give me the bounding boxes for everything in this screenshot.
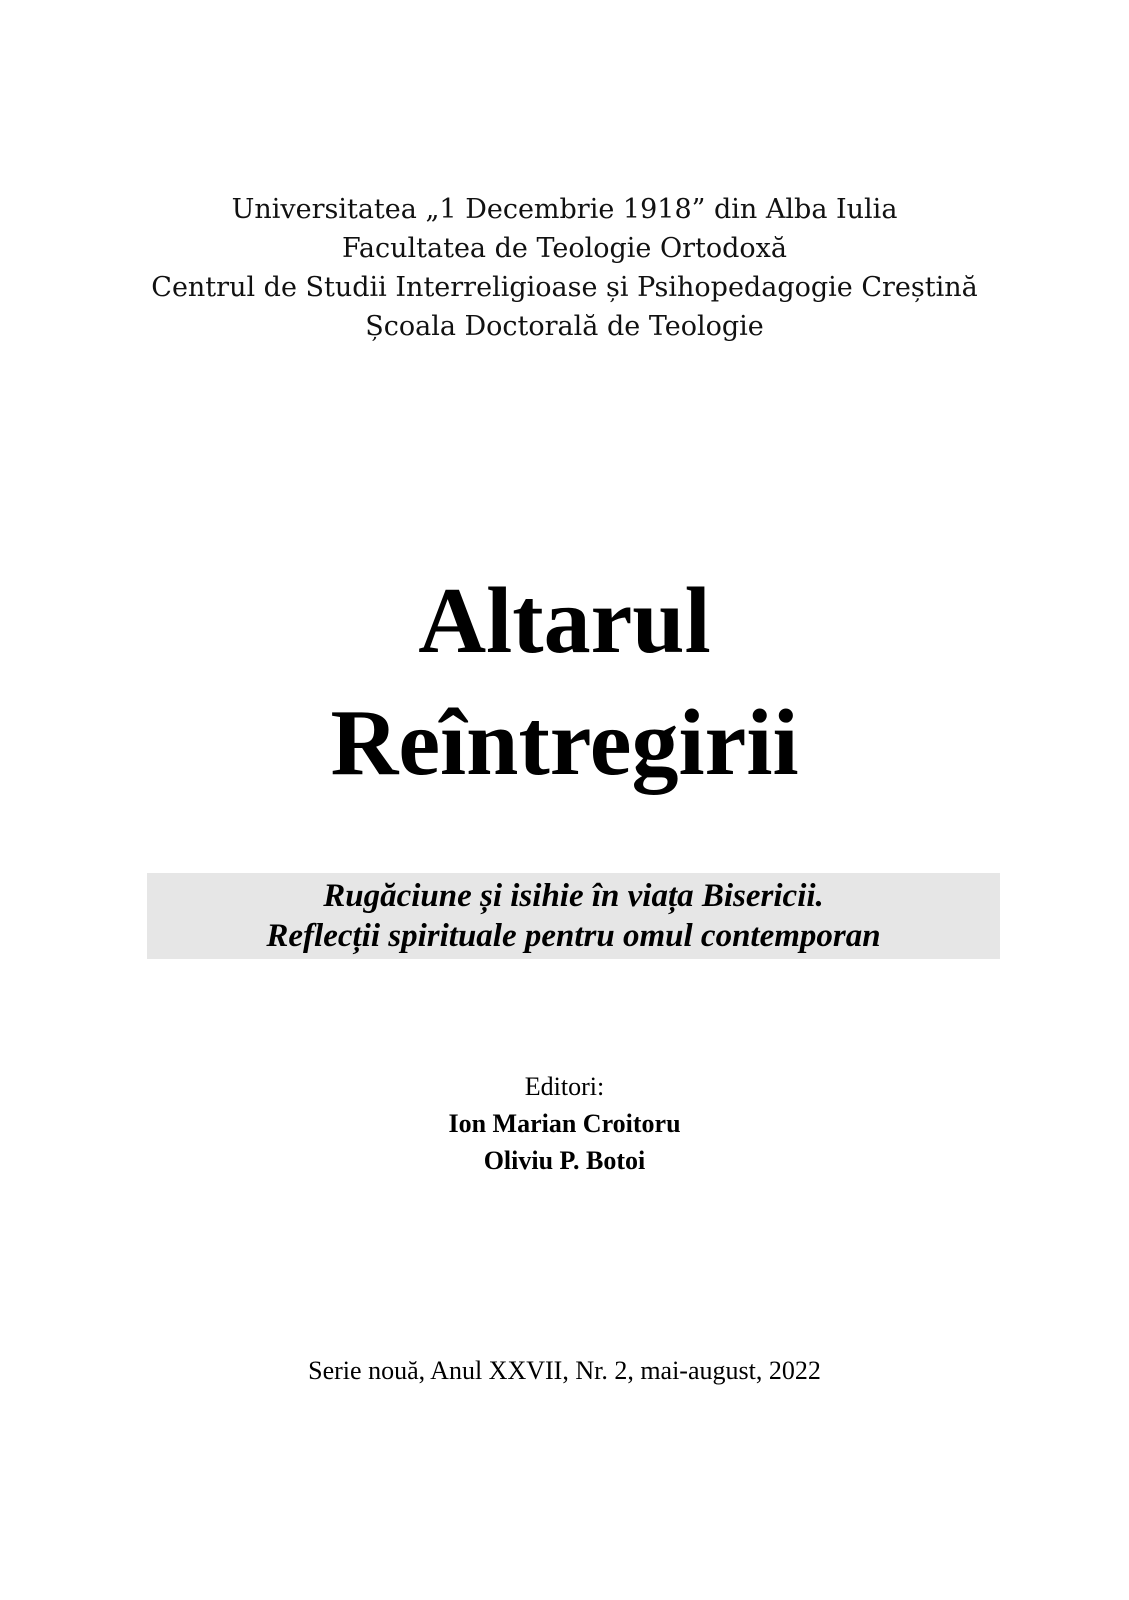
editors-label: Editori: [524, 1072, 605, 1101]
university-name: Universitatea „1 Decembrie 1918” din Alba Iulia [231, 194, 898, 225]
issue-theme-line-2: Reflecții spirituale pentru omul contemporan [266, 918, 881, 954]
issue-theme-box [147, 873, 1000, 959]
journal-title-line-1: Altarul [418, 569, 711, 673]
institution-header [0, 190, 1129, 346]
editor-name: Ion Marian Croitoru [448, 1109, 681, 1138]
research-center-name: Centrul de Studii Interreligioase și Psihopedagogie Creștină [151, 272, 978, 303]
faculty-name: Facultatea de Teologie Ortodoxă [342, 233, 787, 264]
issue-theme-line-1: Rugăciune și isihie în viața Bisericii. [323, 878, 824, 914]
journal-title-line-2: Reîntregirii [330, 691, 799, 795]
doctoral-school-name: Școala Doctorală de Teologie [365, 311, 764, 342]
issue-info: Serie nouă, Anul XXVII, Nr. 2, mai-august, 2022 [308, 1356, 821, 1385]
editors-section [0, 1068, 1129, 1179]
editor-name: Oliviu P. Botoi [483, 1146, 646, 1175]
journal-title [0, 560, 1129, 804]
